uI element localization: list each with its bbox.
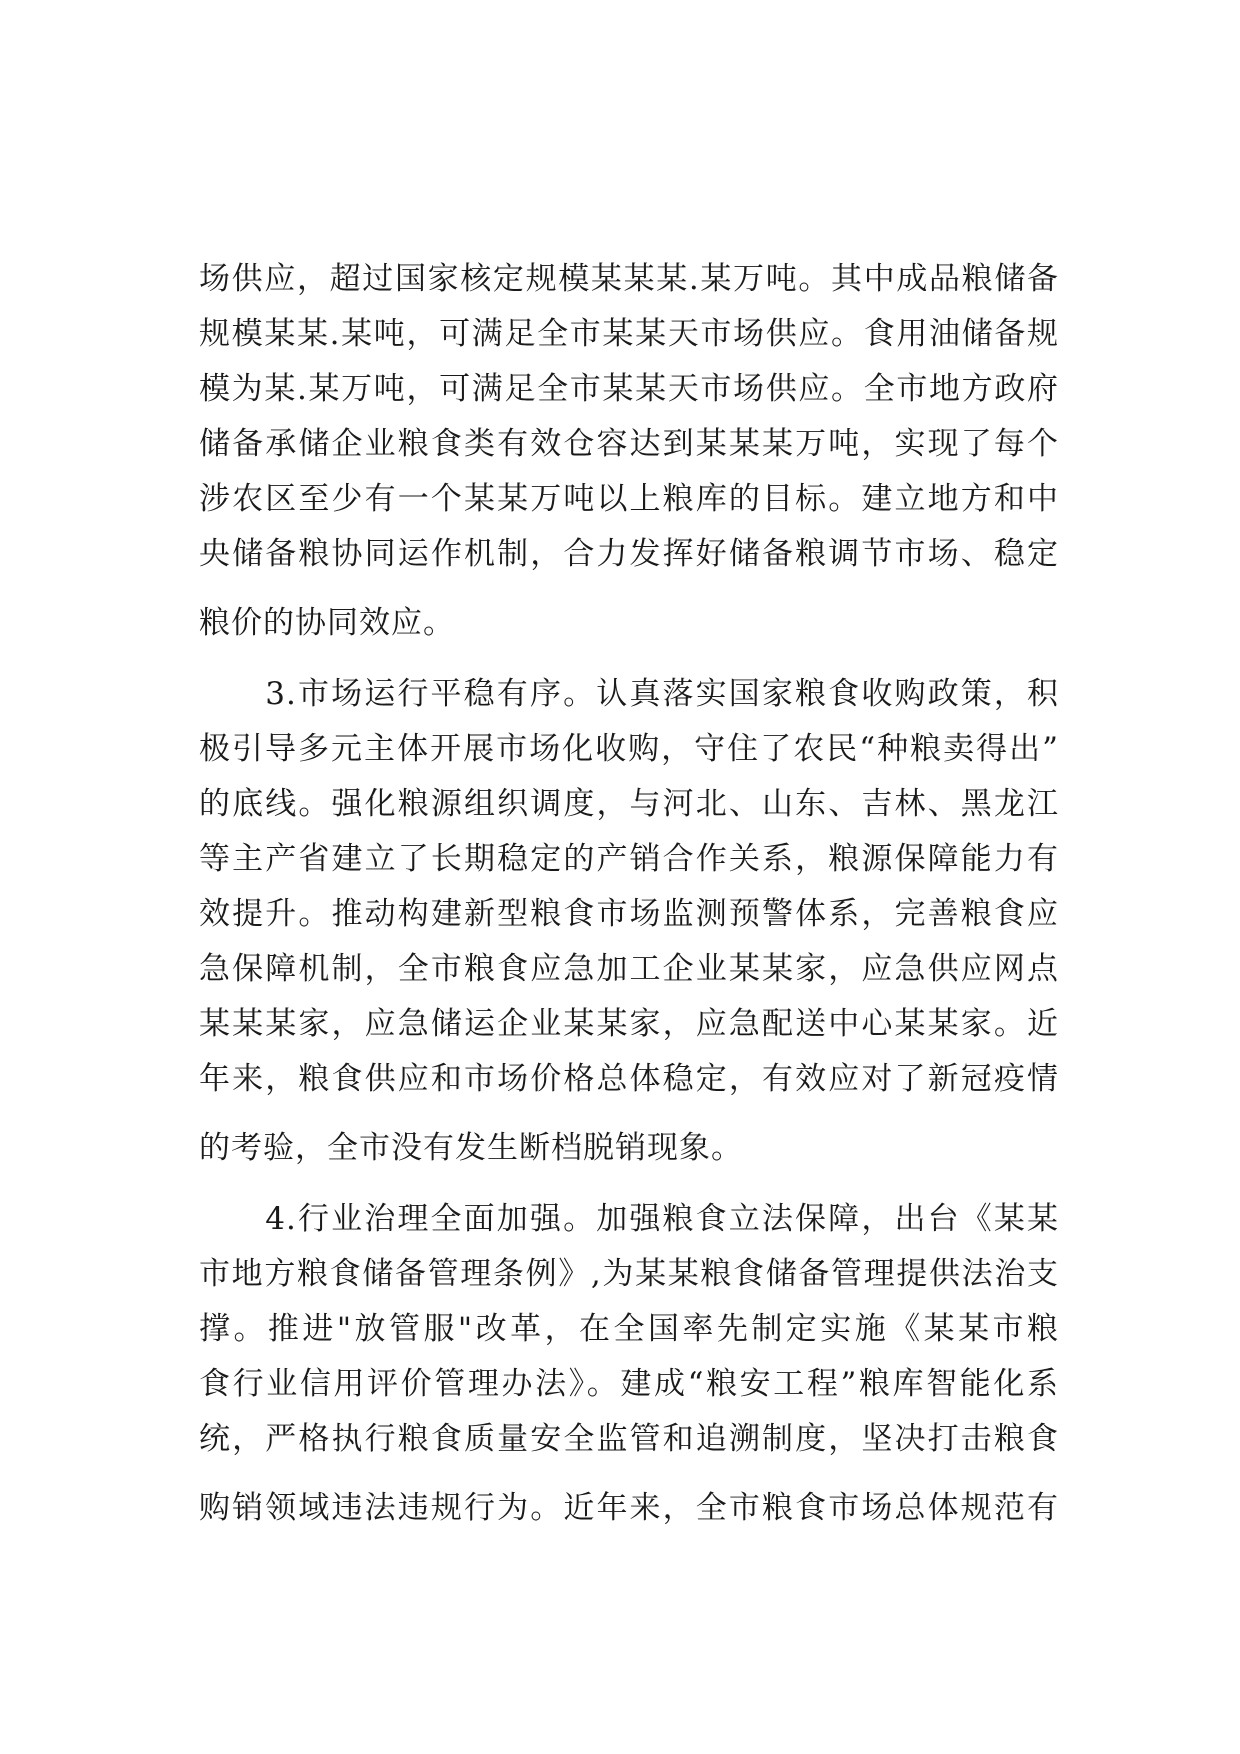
text-line: 极引导多元主体开展市场化收购，守住了农民“种粮卖得出” — [199, 731, 1059, 767]
text-line: 统，严格执行粮食质量安全监管和追溯制度，坚决打击粮食 — [199, 1421, 1059, 1457]
text-line: 效提升。推动构建新型粮食市场监测预警体系，完善粮食应 — [199, 896, 1059, 932]
text-line: 模为某.某万吨，可满足全市某某天市场供应。全市地方政府 — [199, 371, 1059, 407]
text-line: 规模某某.某吨，可满足全市某某天市场供应。食用油储备规 — [199, 316, 1059, 352]
text-line: 的底线。强化粮源组织调度，与河北、山东、吉林、黑龙江 — [199, 786, 1059, 822]
text-line: 央储备粮协同运作机制，合力发挥好储备粮调节市场、稳定 — [199, 536, 1059, 572]
text-line: 场供应，超过国家核定规模某某某.某万吨。其中成品粮储备 — [199, 261, 1059, 297]
text-line: 粮价的协同效应。 — [199, 605, 455, 641]
text-line: 涉农区至少有一个某某万吨以上粮库的目标。建立地方和中 — [199, 481, 1059, 517]
text-line: 的考验，全市没有发生断档脱销现象。 — [199, 1130, 743, 1166]
text-line: 某某某家，应急储运企业某某家，应急配送中心某某家。近 — [199, 1006, 1059, 1042]
text-line: 购销领域违法违规行为。近年来，全市粮食市场总体规范有 — [199, 1490, 1059, 1526]
text-line: 撑。推进"放管服"改革，在全国率先制定实施《某某市粮 — [199, 1311, 1059, 1347]
body-text — [199, 252, 1059, 1536]
text-line: 储备承储企业粮食类有效仓容达到某某某万吨，实现了每个 — [199, 426, 1059, 462]
text-line: 年来，粮食供应和市场价格总体稳定，有效应对了新冠疫情 — [199, 1061, 1059, 1097]
text-line: 食行业信用评价管理办法》。建成“粮安工程”粮库智能化系 — [199, 1366, 1059, 1402]
text-line: 急保障机制，全市粮食应急加工企业某某家，应急供应网点 — [199, 951, 1059, 987]
paragraph-3-first-line: 3.市场运行平稳有序。认真落实国家粮食收购政策，积 — [199, 676, 1059, 712]
paragraph-4-first-line: 4.行业治理全面加强。加强粮食立法保障，出台《某某 — [199, 1201, 1059, 1237]
text-line: 等主产省建立了长期稳定的产销合作关系，粮源保障能力有 — [199, 841, 1059, 877]
text-line: 市地方粮食储备管理条例》,为某某粮食储备管理提供法治支 — [199, 1256, 1059, 1292]
